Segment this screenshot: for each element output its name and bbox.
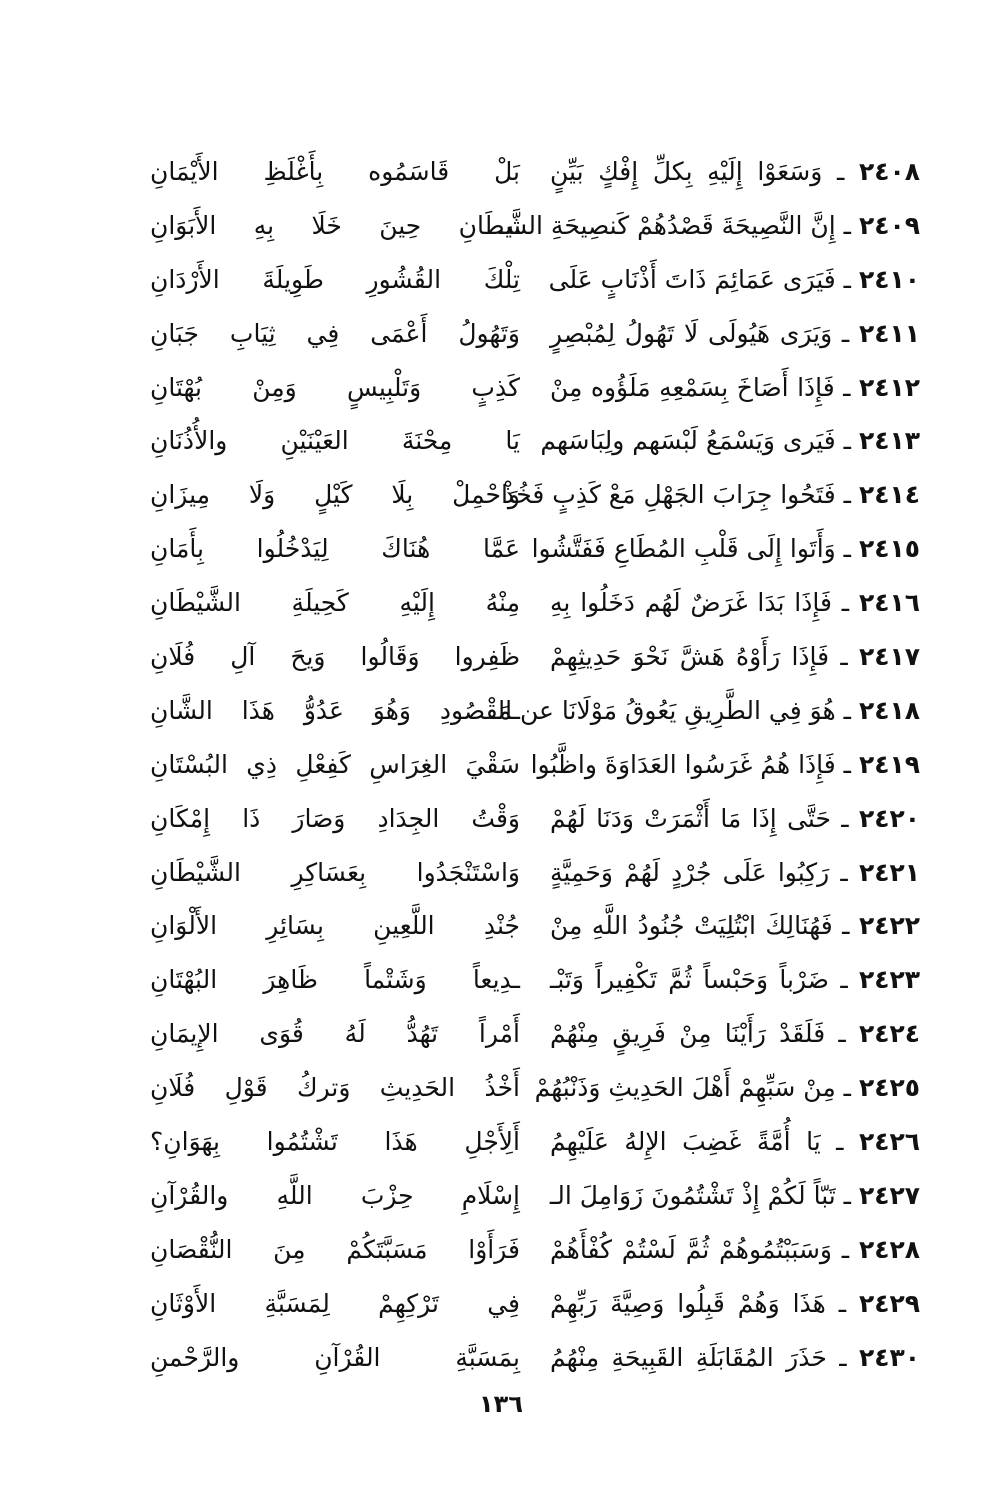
verse-first-hemistich: ٢٤٣٠ ـ حَذَرَ المُقَابَلَةِ القَبِيحَةِ مِنْهُمُ <box>550 1342 921 1372</box>
verse-list <box>150 145 920 1384</box>
verse-second-hemistich: ـيطَانِ حِينَ خَلَا بِهِ الأَبَوَانِ <box>150 210 520 240</box>
verse-first-text: ضَرْباً وَحَبْساً ثُمَّ تَكْفِيراً وَتَبْـ <box>550 965 830 995</box>
verse-number: ٢٤٣٠ <box>858 1342 921 1372</box>
verse-number: ٢٤١٧ <box>858 641 921 671</box>
verse-first-text: فَلَقَدْ رَأَيْنَا مِنْ فَرِيقٍ مِنْهُمْ <box>550 1019 826 1049</box>
verse-first-text: رَكِبُوا عَلَى جُرْدٍ لَهُمْ وَحَمِيَّةٍ <box>550 857 830 887</box>
verse-number: ٢٤٢٨ <box>858 1234 920 1264</box>
verse-first-hemistich: ٢٤١٠ ـ فَيَرَى عَمَائِمَ ذَاتَ أَذْنَابٍ عَلَى <box>548 264 920 294</box>
verse-second-hemistich: بِمَسَبَّةِ القُرْآنِ والرَّحْمنِ <box>150 1342 520 1372</box>
verse-number: ٢٤١٠ <box>858 264 920 294</box>
verse-second-hemistich: ـمَقْصُودِ وَهُوَ عَدُوُّ هَذَا الشَّانِ <box>150 695 520 725</box>
verse-number: ٢٤٢٢ <box>858 911 920 941</box>
verse-second-hemistich: بَلْ قَاسَمُوه بِأَغْلَظِ الأَيْمَانِ <box>150 156 520 186</box>
verse-number: ٢٤٢٣ <box>858 965 920 995</box>
verse-row <box>150 414 920 468</box>
verse-second-hemistich: تِلْكَ القُشُورِ طَوِيلَةَ الأَرْدَانِ <box>150 264 520 294</box>
verse-first-text: تَبّاً لَكُمْ إِذْ تَشْتُمُونَ زَوَامِلَ الـ <box>549 1180 836 1210</box>
verse-number: ٢٤٠٩ <box>858 210 920 240</box>
verse-row <box>150 899 920 953</box>
verse-second-hemistich: عَمَّا هُنَاكَ لِيَدْخُلُوا بِأَمَانِ <box>150 534 520 564</box>
verse-row <box>150 468 920 522</box>
verse-row <box>150 1115 920 1169</box>
verse-first-text: يَا أُمَّةً غَضِبَ الإِلهُ عَلَيْهِمُ <box>550 1126 821 1156</box>
verse-first-hemistich: ٢٤٢٤ ـ فَلَقَدْ رَأَيْنَا مِنْ فَرِيقٍ مِنْهُمْ <box>550 1019 920 1049</box>
verse-first-hemistich: ٢٤٢٦ ـ يَا أُمَّةً غَضِبَ الإِلهُ عَلَيْهِمُ <box>550 1126 921 1156</box>
verse-second-hemistich: ظَفِروا وَقَالُوا وَيحَ آلِ فُلَانِ <box>150 641 520 671</box>
verse-number: ٢٤١١ <box>858 318 920 348</box>
verse-number: ٢٤٢٥ <box>858 1073 920 1103</box>
verse-first-hemistich: ٢٤١٦ ـ فَإِذَا بَدَا غَرَضٌ لَهُم دَخَلُوا بِهِ <box>550 588 920 618</box>
verse-number: ٢٤٢٠ <box>858 803 920 833</box>
verse-second-hemistich: وَاسْتَنْجَدُوا بِعَسَاكِرِ الشَّيْطَانِ <box>150 857 520 887</box>
verse-row <box>150 1169 920 1223</box>
verse-first-hemistich: ٢٤٢٠ ـ حَتَّى إِذَا مَا أَثْمَرَتْ وَدَنَا لَهُمْ <box>550 803 920 833</box>
verse-first-hemistich: ٢٤٠٨ ـ وَسَعَوْا إِلَيْهِ بِكلِّ إِفْكٍ بَيِّنٍ <box>550 156 921 186</box>
verse-second-hemistich: وَاحْمِلْ بِلَا كَيْلٍ وَلَا مِيزَانِ <box>150 480 520 510</box>
verse-first-text: فَيَرى وَيَسْمَعُ لَبْسَهم ولِبَاسَهم <box>540 426 836 456</box>
verse-first-hemistich: ٢٤١٣ ـ فَيَرى وَيَسْمَعُ لَبْسَهم ولِبَاسَهم <box>540 426 920 456</box>
verse-first-text: وَأَتَوا إِلَى قَلْبِ المُطَاعِ فَفَتَّشُوا <box>531 534 836 564</box>
verse-second-hemistich: سَقْيَ الغِرَاسِ كَفِعْلِ ذِي البُسْتَانِ <box>150 749 520 779</box>
verse-row <box>150 846 920 900</box>
verse-first-hemistich: ٢٤١٩ ـ فَإِذَا هُمُ غَرَسُوا العَدَاوَةَ واظَّبُوا <box>530 749 920 779</box>
verse-row <box>150 953 920 1007</box>
verse-second-hemistich: أَلِأَجْلِ هَذَا تَشْتُمُوا بِهَوَانِ؟ <box>150 1126 520 1156</box>
verse-second-hemistich: وَقْتُ الجِدَادِ وَصَارَ ذَا إِمْكَانِ <box>150 803 520 833</box>
verse-number: ٢٤٢٩ <box>858 1288 920 1318</box>
verse-number: ٢٤٠٨ <box>858 156 921 186</box>
verse-first-text: فَإِذَا هُمُ غَرَسُوا العَدَاوَةَ واظَّبُوا <box>530 749 836 779</box>
verse-number: ٢٤١٥ <box>858 534 920 564</box>
verse-first-hemistich: ٢٤١٨ ـ هُوَ فِي الطَّرِيقِ يَعُوقُ مَوْلَانَا عن الـ <box>490 695 920 725</box>
verse-row <box>150 1007 920 1061</box>
verse-number: ٢٤١٢ <box>858 372 921 402</box>
verse-row <box>150 1061 920 1115</box>
verse-number: ٢٤١٨ <box>858 695 920 725</box>
verse-second-hemistich: كَذِبٍ وَتَلْبِيسٍ وَمِنْ بُهْتَانِ <box>150 372 520 402</box>
verse-number: ٢٤٢١ <box>858 857 920 887</box>
verse-row <box>150 630 920 684</box>
verse-row <box>150 307 920 361</box>
page-number: ١٣٦ <box>479 1390 523 1418</box>
verse-second-hemistich: جُنْدِ اللَّعِينِ بِسَائِرِ الأَلْوَانِ <box>150 911 520 941</box>
verse-first-text: وَيَرَى هَيُولَى لَا تَهُولُ لِمُبْصِرٍ <box>550 318 833 348</box>
verse-first-text: مِنْ سَبِّهِمْ أَهْلَ الحَدِيثِ وَذَنْبُهُمْ <box>534 1073 836 1103</box>
verse-first-text: فَإِذَا رَأَوْهُ هَشَّ نَحْوَ حَدِيثِهِمْ <box>550 641 830 671</box>
verse-number: ٢٤٢٦ <box>858 1126 921 1156</box>
verse-first-hemistich: ٢٤٢٨ ـ وَسَبَبْتُمُوهُمْ ثُمَّ لَسْتُمْ كُفْأَهُمْ <box>550 1234 920 1264</box>
verse-second-hemistich: فَرَأَوْا مَسَبَّتَكُمْ مِنَ النُّقْصَانِ <box>150 1234 520 1264</box>
verse-first-hemistich: ٢٤٢٢ ـ فَهُنَالِكَ ابْتُلِيَتْ جُنُودُ اللَّهِ مِنْ <box>550 911 920 941</box>
verse-row <box>150 522 920 576</box>
verse-row <box>150 361 920 415</box>
verse-second-hemistich: إِسْلَامِ حِزْبَ اللَّهِ والقُرْآنِ <box>150 1180 520 1210</box>
verse-row <box>150 1277 920 1331</box>
verse-second-hemistich: فِي تَرْكِهِمْ لِمَسَبَّةِ الأَوْثَانِ <box>150 1288 520 1318</box>
verse-first-text: فَيَرَى عَمَائِمَ ذَاتَ أَذْنَابٍ عَلَى <box>548 264 836 294</box>
verse-first-hemistich: ٢٤٢١ ـ رَكِبُوا عَلَى جُرْدٍ لَهُمْ وَحَمِيَّةٍ <box>550 857 920 887</box>
verse-row <box>150 792 920 846</box>
verse-row <box>150 576 920 630</box>
verse-number: ٢٤١٩ <box>858 749 920 779</box>
verse-row <box>150 253 920 307</box>
verse-row <box>150 1223 920 1277</box>
verse-first-text: حَتَّى إِذَا مَا أَثْمَرَتْ وَدَنَا لَهُمْ <box>550 803 831 833</box>
verse-second-hemistich: مِنْهُ إِلَيْهِ كَحِيلَةِ الشَّيْطَانِ <box>150 588 520 618</box>
verse-first-hemistich: ٢٤٢٥ ـ مِنْ سَبِّهِمْ أَهْلَ الحَدِيثِ وَذَنْبُهُمْ <box>534 1073 920 1103</box>
verse-first-hemistich: ٢٤٢٣ ـ ضَرْباً وَحَبْساً ثُمَّ تَكْفِيراً وَتَبْـ <box>550 965 920 995</box>
verse-first-text: هُوَ فِي الطَّرِيقِ يَعُوقُ مَوْلَانَا عن الـ <box>490 695 836 725</box>
verse-second-hemistich: أَمْراً تَهُدُّ لَهُ قُوَى الإِيمَانِ <box>150 1019 520 1049</box>
verse-number: ٢٤٢٧ <box>858 1180 920 1210</box>
verse-row <box>150 199 920 253</box>
verse-number: ٢٤١٣ <box>858 426 920 456</box>
verse-first-text: فَتَحُوا جِرَابَ الجَهْلِ مَعْ كَذِبٍ فَخُذْ <box>503 480 836 510</box>
verse-first-text: فَهُنَالِكَ ابْتُلِيَتْ جُنُودُ اللَّهِ مِنْ <box>550 911 833 941</box>
verse-first-text: فَإِذَا أَصَاخَ بِسَمْعِهِ مَلَؤُوه مِنْ <box>550 372 835 402</box>
verse-first-hemistich: ٢٤١٢ ـ فَإِذَا أَصَاخَ بِسَمْعِهِ مَلَؤُوه مِنْ <box>550 372 921 402</box>
verse-first-text: هَذَا وَهُمْ قَبِلُوا وَصِيَّةَ رَبِّهِمْ <box>550 1288 826 1318</box>
verse-first-text: إِنَّ النَّصِيحَةَ قَصْدُهُمْ كَنصِيحَةِ الشَّـ <box>498 210 836 240</box>
verse-number: ٢٤١٦ <box>858 588 920 618</box>
verse-first-text: وَسَبَبْتُمُوهُمْ ثُمَّ لَسْتُمْ كُفْأَهُمْ <box>550 1234 832 1264</box>
verse-first-hemistich: ٢٤١٧ ـ فَإِذَا رَأَوْهُ هَشَّ نَحْوَ حَدِيثِهِمْ <box>550 641 921 671</box>
verse-second-hemistich: يَا مِحْنَةَ العَيْنَيْنِ والأُذُنَانِ <box>150 426 520 456</box>
verse-first-hemistich: ٢٤٠٩ ـ إِنَّ النَّصِيحَةَ قَصْدُهُمْ كَنصِيحَةِ الشَّـ <box>498 210 920 240</box>
verse-first-hemistich: ٢٤١٤ ـ فَتَحُوا جِرَابَ الجَهْلِ مَعْ كَذِبٍ فَخُذْ <box>503 480 920 510</box>
verse-first-text: فَإِذَا بَدَا غَرَضٌ لَهُم دَخَلُوا بِهِ <box>550 588 832 618</box>
verse-first-hemistich: ٢٤٢٧ ـ تَبّاً لَكُمْ إِذْ تَشْتُمُونَ زَوَامِلَ الـ <box>549 1180 920 1210</box>
verse-second-hemistich: ـدِيعاً وَشَتْماً ظَاهِرَ البُهْتَانِ <box>150 965 520 995</box>
verse-row <box>150 738 920 792</box>
verse-number: ٢٤٢٤ <box>858 1019 920 1049</box>
verse-row <box>150 1331 920 1385</box>
verse-first-hemistich: ٢٤١٥ ـ وَأَتَوا إِلَى قَلْبِ المُطَاعِ فَفَتَّشُوا <box>531 534 920 564</box>
verse-number: ٢٤١٤ <box>858 480 920 510</box>
verse-second-hemistich: أَخْذُ الحَدِيثِ وَتركُ قَوْلِ فُلَانِ <box>150 1073 520 1103</box>
verse-row <box>150 684 920 738</box>
verse-row <box>150 145 920 199</box>
verse-first-hemistich: ٢٤٢٩ ـ هَذَا وَهُمْ قَبِلُوا وَصِيَّةَ رَبِّهِمْ <box>550 1288 920 1318</box>
verse-second-hemistich: وَتَهُولُ أَعْمَى فِي ثِيَابِ جَبَانِ <box>150 318 520 348</box>
verse-first-hemistich: ٢٤١١ ـ وَيَرَى هَيُولَى لَا تَهُولُ لِمُبْصِرٍ <box>550 318 920 348</box>
verse-first-text: وَسَعَوْا إِلَيْهِ بِكلِّ إِفْكٍ بَيِّنٍ <box>550 156 823 186</box>
verse-first-text: حَذَرَ المُقَابَلَةِ القَبِيحَةِ مِنْهُمُ <box>550 1342 827 1372</box>
